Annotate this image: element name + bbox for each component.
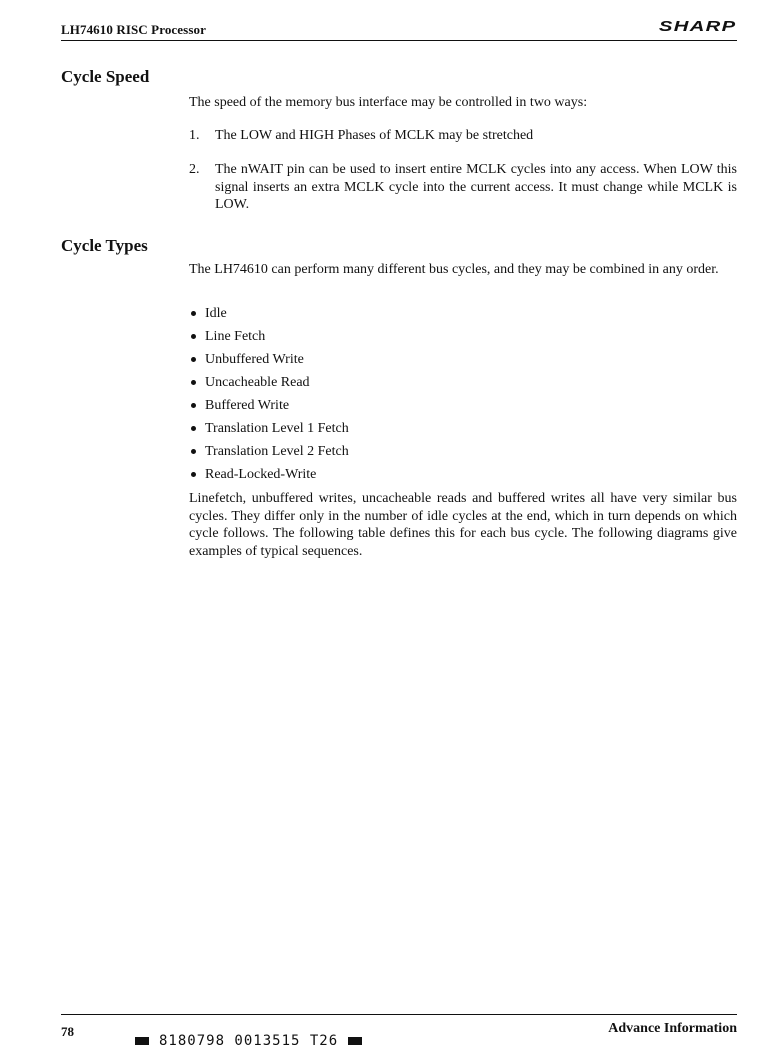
cycle-types-list [189, 305, 737, 489]
heading-cycle-speed: Cycle Speed [61, 67, 150, 86]
item-text: The LOW and HIGH Phases of MCLK may be stretched [215, 128, 534, 143]
bullet-icon [191, 334, 196, 339]
heading-cycle-types: Cycle Types [61, 236, 148, 255]
list-item [189, 305, 737, 328]
list-item-text: Uncacheable Read [205, 375, 310, 390]
page-number: 78 [61, 1024, 74, 1039]
barcode [135, 1033, 372, 1049]
list-item [189, 351, 737, 374]
document-title: LH74610 RISC Processor [61, 22, 206, 37]
item-text: The nWAIT pin can be used to insert entire MCLK cycles into any access. When LOW this signal inserts an extra MCLK cycle into the current access. It must change while MCLK is LOW. [215, 162, 737, 212]
footer-label: Advance Information [608, 1021, 737, 1036]
barcode-block-icon [348, 1037, 362, 1045]
sharp-logo: SHARP [659, 18, 737, 35]
list-item [189, 397, 737, 420]
bullet-icon [191, 472, 196, 477]
barcode-text: 8180798 0013515 T26 [159, 1033, 339, 1049]
bullet-icon [191, 403, 196, 408]
numbered-item-1 [189, 127, 737, 145]
list-item-text: Translation Level 2 Fetch [205, 444, 349, 459]
list-item-text: Translation Level 1 Fetch [205, 421, 349, 436]
list-item-text: Idle [205, 306, 227, 321]
bullet-icon [191, 449, 196, 454]
barcode-block-icon [135, 1037, 149, 1045]
bullet-icon [191, 380, 196, 385]
list-item [189, 374, 737, 397]
page-header [61, 20, 737, 41]
list-item [189, 443, 737, 466]
bullet-icon [191, 311, 196, 316]
list-item [189, 328, 737, 351]
list-item [189, 466, 737, 489]
list-item-text: Buffered Write [205, 398, 290, 413]
list-item-text: Line Fetch [205, 329, 266, 344]
list-item-text: Read-Locked-Write [205, 467, 317, 482]
list-item-text: Unbuffered Write [205, 352, 304, 367]
cycle-types-closing: Linefetch, unbuffered writes, uncacheable reads and buffered writes all have very similar bus cycles. They differ only in the number of idle cycles at the end, which in turn depends on which cycle follows. The following table defines this for each bus cycle. The following diagrams give examples of typical sequences. [189, 491, 737, 559]
footer-divider [61, 1014, 737, 1015]
cycle-speed-intro: The speed of the memory bus interface may be controlled in two ways: [189, 95, 588, 110]
item-number: 1. [189, 128, 200, 143]
bullet-icon [191, 426, 196, 431]
bullet-icon [191, 357, 196, 362]
item-number: 2. [189, 162, 200, 177]
numbered-item-2 [189, 161, 737, 214]
cycle-types-intro: The LH74610 can perform many different bus cycles, and they may be combined in any order. [189, 262, 719, 277]
list-item [189, 420, 737, 443]
